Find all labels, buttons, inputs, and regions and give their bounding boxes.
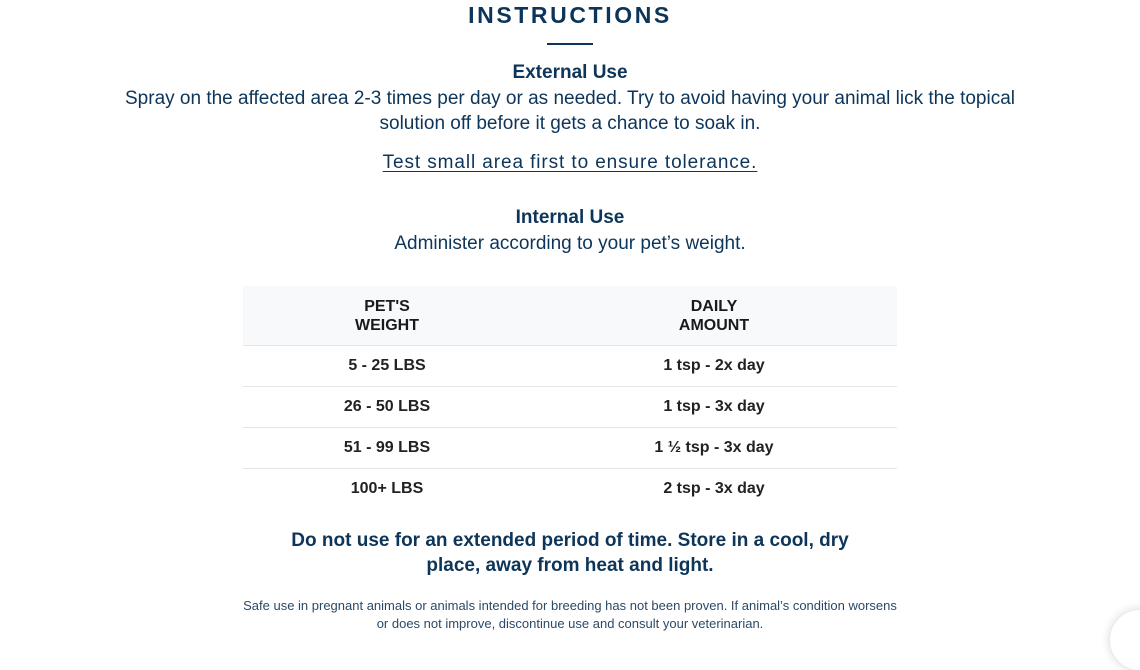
header-pets-weight-line1: PET'S <box>364 297 410 315</box>
tolerance-link[interactable]: Test small area first to ensure tolerance. <box>382 152 758 173</box>
section-heading: INSTRUCTIONS <box>468 2 672 28</box>
weight-cell: 100+ LBS <box>350 480 424 497</box>
amount-cell: 2 tsp - 3x day <box>663 480 765 497</box>
amount-cell: 1 tsp - 3x day <box>531 387 897 428</box>
external-use-text: Spray on the affected area 2-3 times per day or as needed. Try to avoid having your animal lick the topical solution off before it gets a chance to soak in. <box>125 88 1015 134</box>
weight-cell: 51 - 99 LBS <box>243 428 531 469</box>
table-row <box>243 469 897 510</box>
table-header-row <box>243 286 897 346</box>
amount-cell: 1 ½ tsp - 3x day <box>531 428 897 469</box>
storage-warning: Do not use for an extended period of time. Store in a cool, dry place, away from heat and light. <box>291 530 849 576</box>
dosage-table <box>243 286 897 509</box>
header-pets-weight <box>243 286 531 346</box>
internal-use-text: Administer according to your pet’s weight. <box>394 233 746 254</box>
table-row <box>243 346 897 387</box>
corner-widget-edge <box>1110 610 1140 670</box>
table-row <box>243 428 897 469</box>
table-row <box>243 387 897 428</box>
header-daily-amount-line1: DAILY <box>690 297 738 315</box>
header-pets-weight-line2: WEIGHT <box>355 316 419 334</box>
internal-use-title: Internal Use <box>515 207 625 228</box>
heading-divider <box>547 43 593 45</box>
header-daily-amount-line2: AMOUNT <box>678 316 750 334</box>
external-use-title: External Use <box>512 62 628 83</box>
amount-cell: 1 tsp - 2x day <box>531 346 897 387</box>
weight-cell: 5 - 25 LBS <box>243 346 531 387</box>
safety-disclaimer: Safe use in pregnant animals or animals intended for breeding has not been proven. If animal’s condition worsens or does not improve, discontinue use and consult your veterinarian. <box>243 598 897 631</box>
weight-cell: 26 - 50 LBS <box>243 387 531 428</box>
header-daily-amount <box>531 286 897 346</box>
